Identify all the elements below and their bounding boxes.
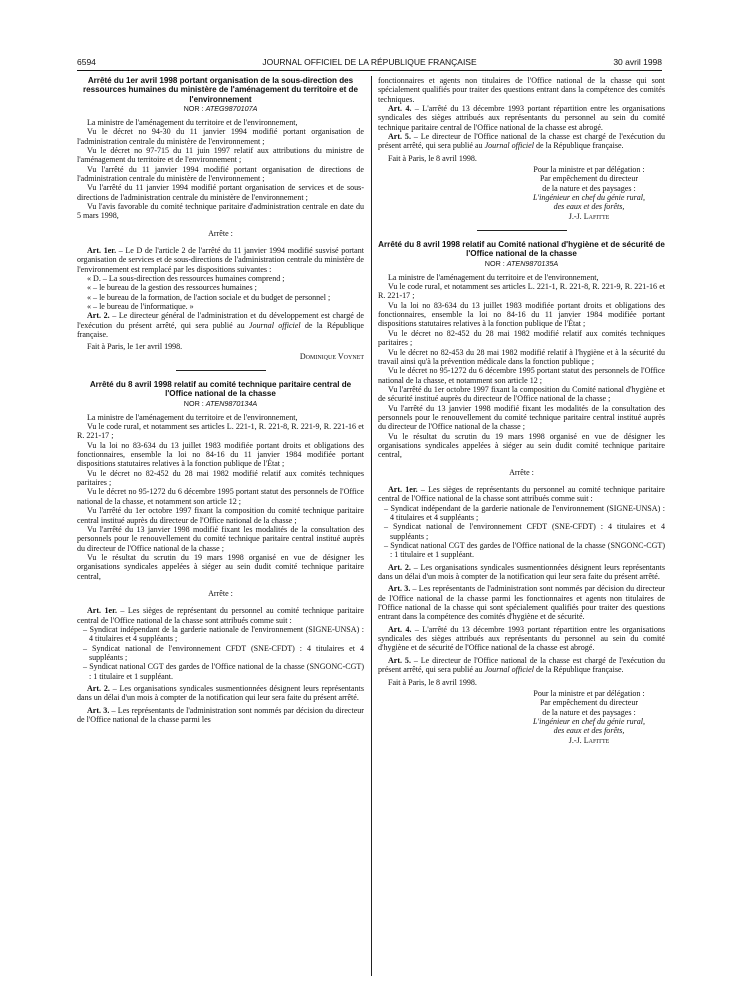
signature-line: Pour la ministre et par délégation : [533,688,645,698]
article-label: Art. 4. [388,624,412,634]
arrete-comite-technique [77,380,364,724]
list-item: – Syndicat national CGT des gardes de l'Office national de la chasse (SNGONC-CGT) : 1 titulaire et 1 suppléant. [83,662,364,681]
list-item: – Syndicat national de l'environnement CFDT (SNE-CFDT) : 4 titulaires et 4 suppléants ; [83,643,364,662]
article-4 [378,104,665,132]
signature-block [378,165,665,221]
article-1 [77,246,364,274]
journal-officiel-italic: Journal officiel [484,665,534,675]
quoted-line: « – le bureau de la gestion des ressources humaines ; [87,283,257,293]
paragraph: Vu le code rural, et notamment ses articles L. 221-1, R. 221-8, R. 221-9, R. 221-16 et R. 221-17 ; [378,282,665,301]
article-text: – L'arrêté du 13 décembre 1993 portant répartition entre les organisations syndicales des sièges attribués aux représentants du personnel au sein du comité d'hygiène et de sécurité de l'Office national de la chasse est abrogé. [378,624,665,653]
paragraph: Vu le décret no 95-1272 du 6 décembre 1995 portant statut des personnels de l'Office national de la chasse, et notamment son article 12 ; [77,487,364,506]
paragraph: Vu le décret no 82-452 du 28 mai 1982 modifié relatif aux comités techniques paritaires ; [378,328,665,348]
paragraph: Vu le décret no 82-452 du 28 mai 1982 modifié relatif aux comités techniques paritaires ; [77,468,364,488]
article-3 [378,584,665,621]
paragraph: La ministre de l'aménagement du territoire et de l'environnement, [87,412,298,422]
page-header [77,57,662,69]
article-text: – Le directeur général de l'administration et du développement est chargé de l'exécution du présent arrêté, qui sera publié au [77,311,364,330]
paragraph: La ministre de l'aménagement du territoire et de l'environnement, [388,272,599,282]
article-text: – Le directeur de l'Office national de la chasse est chargé de l'exécution du présent arrêté, qui sera publié au [378,132,666,151]
list-item: – Syndicat indépendant de la garderie nationale de l'environnement (SIGNE-UNSA) : 4 titulaires et 4 suppléants ; [384,503,665,522]
arrete-comite-technique-suite [378,76,665,221]
article-2 [77,311,364,339]
paragraph: Vu la loi no 83-634 du 13 juillet 1983 modifiée portant droits et obligations des fonctionnaires, ensemble la loi no 84-16 du 11 janvier 1984 modifiée portant dispositions statutaires relatives à la fonction publique de l'État ; [77,440,364,469]
paragraph: La ministre de l'aménagement du territoire et de l'environnement, [87,117,298,127]
signature-line: Pour la ministre et par délégation : [533,165,645,175]
signature-line [378,717,665,726]
signature-line: de la nature et des paysages : [542,707,636,717]
paragraph: Vu le décret no 94-30 du 11 janvier 1994 modifié portant organisation de l'administration centrale du ministère de l'environnement ; [77,127,364,146]
article-title: Arrêté du 8 avril 1998 relatif au comité technique paritaire central de l'Office national de la chasse [89,380,352,399]
fait-a-paris: Fait à Paris, le 8 avril 1998. [388,153,477,163]
paragraph: fonctionnaires et agents non titulaires de l'Office national de la chasse qui sont spécialement qualifiés pour traiter des questions entrant dans la compétence des comités techniques. [378,76,665,104]
list-item: – Syndicat national de l'environnement CFDT (SNE-CFDT) : 4 titulaires et 4 suppléants ; [384,522,665,541]
article-text: de la République française. [533,141,624,151]
paragraph: Vu l'arrêté du 13 janvier 1998 modifié fixant les modalités de la consultation des personnels pour le renouvellement du comité technique paritaire central institué auprès du directeur de l'Office national de la chasse ; [77,524,364,553]
signature-block [378,689,665,745]
paragraph: Vu la loi no 83-634 du 13 juillet 1983 modifiée portant droits et obligations des fonctionnaires, ensemble la loi no 84-16 du 11 janvier 1984 modifiée portant dispositions statutaires relatives à la fonction publique de l'État ; [378,300,665,329]
signature-line [378,202,665,211]
signature-name: J.-J. Lafitte [568,735,610,745]
signature-line [378,193,665,202]
article-label: Art. 5. [388,655,411,665]
journal-officiel-italic: Journal officiel [248,320,301,330]
article-text: – Les sièges de représentant du personnel au comité technique paritaire central de l'Office national de la chasse sont attribués comme suit : [77,606,364,625]
article-text: – Les organisations syndicales susmentionnées désignent leurs représentants dans un délai d'un mois à compter de la notification qui leur sera faite du présent arrêté. [77,684,364,703]
signature-line [378,726,665,735]
nor-reference [378,259,665,269]
article-5 [378,656,665,675]
article-4 [378,625,665,653]
paragraph: Vu le résultat du scrutin du 19 mars 1998 organisé en vue de désigner les organisations syndicales appelées à siéger au sein dudit comité technique paritaire central, [378,431,665,460]
paragraph: Vu l'avis favorable du comité technique paritaire d'administration centrale en date du 5 mars 1998, [77,201,364,221]
header-rule [77,70,662,71]
article-label: Art. 3. [388,584,411,594]
arrete-heading: Arrête : [208,588,233,598]
article-label: Art. 4. [388,104,412,114]
article-text: – Le directeur de l'Office national de la chasse est chargé de l'exécution du présent arrêté, qui sera publié au [378,655,666,675]
article-title: Arrêté du 8 avril 1998 relatif au Comité national d'hygiène et de sécurité de l'Office national de la chasse [378,240,665,259]
nor-reference [77,399,364,409]
article-text: – Les représentants de l'administration sont nommés par décision du directeur de l'Office national de la chasse parmi les fonctionnaires et agents non titulaires de l'Office national de la chasse qui sont spécialement qualifiés pour traiter des questions entrant dans la compétence des comités d'hygiène et de sécurité. [378,584,665,622]
nor-code: ATEN9870135A [506,258,559,268]
nor-code: ATEN9870134A [205,398,258,408]
journal-officiel-italic: Journal officiel [484,141,534,151]
signature-line: de la nature et des paysages : [542,183,636,193]
article-text: – Les organisations syndicales susmentionnées désignent leurs représentants dans un délai d'un mois à compter de la notification qui leur sera faite du présent arrêté. [378,562,665,582]
paragraph: Vu le décret no 82-453 du 28 mai 1982 modifié relatif à l'hygiène et à la sécurité du travail ainsi qu'à la prévention médicale dans la fonction publique ; [378,347,665,366]
signature-italic: des eaux et des forêts, [553,726,625,736]
signature-line: Par empêchement du directeur [539,174,639,184]
paragraph: Vu le décret no 97-715 du 11 juin 1997 relatif aux attributions du ministre de l'aménagement du territoire et de l'environnement ; [77,145,364,165]
article-text: de la République française. [77,320,364,340]
article-label: Art. 1er. [87,246,117,256]
article-3 [77,706,364,725]
article-label: Art. 1er. [87,606,117,616]
left-column [77,76,364,724]
list-item: – Syndicat national CGT des gardes de l'Office national de la chasse (SNGONC-CGT) : 1 titulaire et 1 suppléant. [384,541,665,560]
article-5 [378,132,665,151]
article-label: Art. 2. [87,311,110,321]
article-label: Art. 1er. [388,484,418,494]
article-text: – Les représentants de l'administration sont nommés par décision du directeur de l'Office national de la chasse parmi les [77,705,364,725]
article-title: Arrêté du 1er avril 1998 portant organisation de la sous-direction des ressources humaines du ministère de l'aménagement du territoire et de l'environnement [83,76,358,104]
page-number: 6594 [77,57,96,67]
article-label: Art. 3. [87,705,110,715]
fait-a-paris: Fait à Paris, le 1er avril 1998. [87,342,183,352]
arrete-comite-hygiene [378,240,665,745]
signature-italic: des eaux et des forêts, [553,202,625,212]
article-2 [378,563,665,582]
section-divider [477,230,567,231]
paragraph: Vu l'arrêté du 13 janvier 1998 modifié fixant les modalités de la consultation des personnels pour le renouvellement du comité technique paritaire central institué auprès du directeur de l'Office national de la chasse ; [378,403,665,432]
quoted-line: « – le bureau de l'informatique. » [87,302,194,312]
article-1 [77,606,364,625]
signature-name: J.-J. Lafitte [568,211,610,221]
fait-a-paris: Fait à Paris, le 8 avril 1998. [388,677,477,687]
paragraph: Vu l'arrêté du 11 janvier 1994 modifié portant organisation de services et de sous-directions de l'administration centrale du ministère de l'environnement ; [77,183,364,202]
arrete-heading: Arrête : [208,228,233,238]
signature-italic: L'ingénieur en chef du génie rural, [532,193,646,203]
article-1 [378,485,665,504]
paragraph: Vu l'arrêté du 1er octobre 1997 fixant la composition du comité technique paritaire central institué auprès du directeur de l'Office national de la chasse ; [77,506,364,525]
nor-label: NOR : [484,258,505,268]
arrete-ressources-humaines [77,76,364,361]
list-item: – Syndicat indépendant de la garderie nationale de l'environnement (SIGNE-UNSA) : 4 titulaires et 4 suppléants ; [83,624,364,644]
paragraph: Vu l'arrêté du 11 janvier 1994 modifié portant organisation de directions de l'administration centrale du ministère de l'environnement ; [77,164,364,183]
article-label: Art. 5. [388,132,411,142]
arrete-heading: Arrête : [509,467,534,477]
quoted-line: « – le bureau de la formation, de l'action sociale et du budget de personnel ; [87,292,331,302]
nor-code: ATEG9870107A [205,103,258,113]
column-separator [371,76,372,976]
article-text: – Les sièges de représentants du personnel au comité technique paritaire central de l'Office national de la chasse sont attribués comme suit : [378,484,665,504]
article-2 [77,684,364,703]
issue-date: 30 avril 1998 [613,57,662,67]
paragraph: Vu le résultat du scrutin du 19 mars 1998 organisé en vue de désigner les organisations syndicales appelées à siéger au sein dudit comité technique paritaire central, [77,552,364,581]
article-text: de la République française. [533,665,624,675]
article-text: – L'arrêté du 13 décembre 1993 portant répartition entre les organisations syndicales des sièges attribués aux représentants du personnel au sein du comité technique paritaire central de l'Office national de la chasse est abrogé. [378,104,665,132]
article-label: Art. 2. [388,562,411,572]
section-divider [176,370,266,371]
paragraph: Vu le décret no 95-1272 du 6 décembre 1995 portant statut des personnels de l'Office national de la chasse, et notamment son article 12 ; [378,366,665,385]
signature-italic: L'ingénieur en chef du génie rural, [532,716,646,726]
signature: Dominique Voynet [299,351,364,361]
article-text: – Le D de l'article 2 de l'arrêté du 11 janvier 1994 modifié susvisé portant organisation de services et de sous-directions de l'administration centrale du ministère de l'environnement est remplacé par les dispositions suivantes : [77,246,365,274]
signature-line: Par empêchement du directeur [539,698,639,708]
paragraph: Vu le code rural, et notamment ses articles L. 221-1, R. 221-8, R. 221-9, R. 221-16 et R. 221-17 ; [77,422,364,441]
nor-reference [77,104,364,114]
right-column [378,76,665,745]
article-label: Art. 2. [87,684,110,694]
quoted-line: « D. – La sous-direction des ressources humaines comprend ; [87,274,285,284]
journal-title: JOURNAL OFFICIEL DE LA RÉPUBLIQUE FRANÇAISE [262,57,477,67]
paragraph: Vu l'arrêté du 1er octobre 1997 fixant la composition du Comité national d'hygiène et de sécurité institué auprès du directeur de l'Office national de la chasse ; [378,384,665,404]
nor-label: NOR : [183,398,204,408]
nor-label: NOR : [183,103,204,113]
